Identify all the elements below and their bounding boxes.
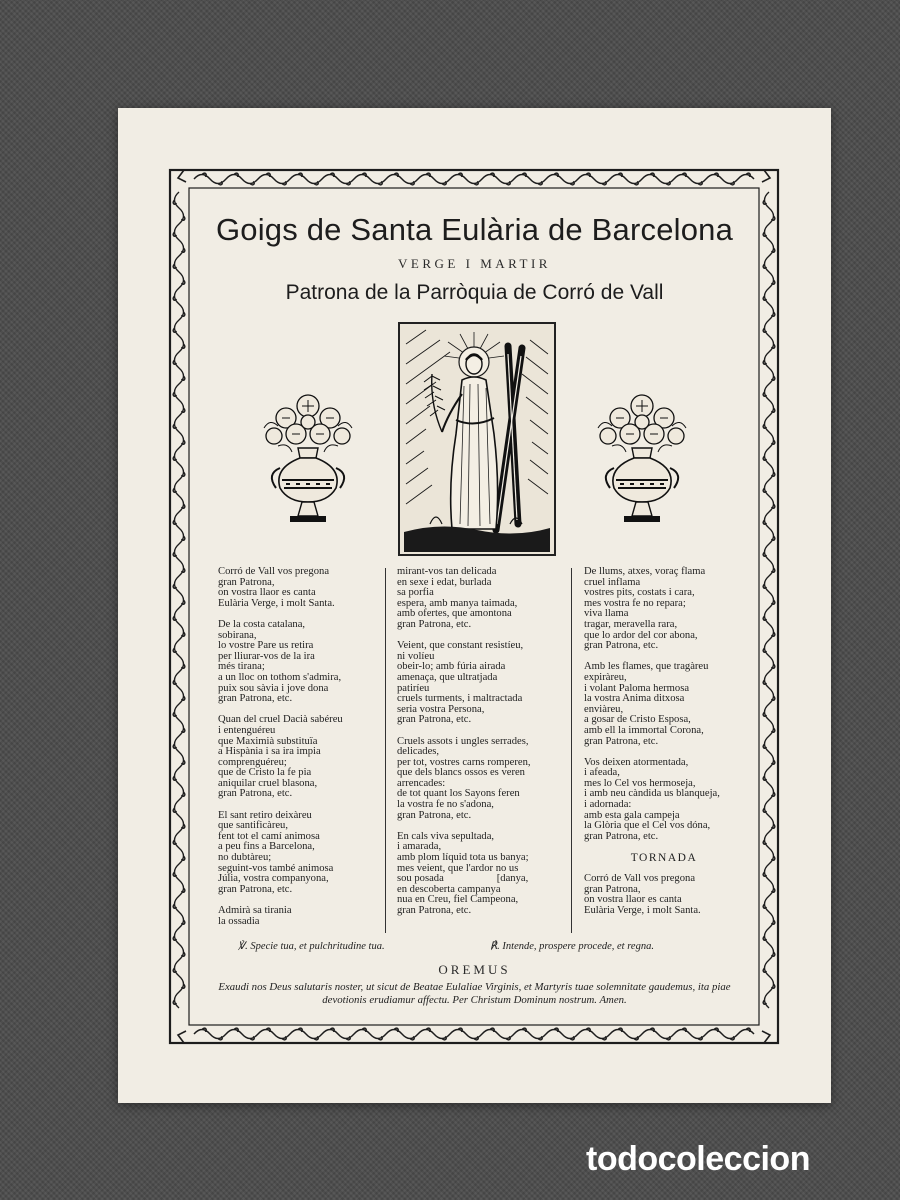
verse-line: per lliurar-vos de la ira <box>218 650 315 662</box>
verse-line: Quan del cruel Dacià sabéreu <box>218 714 343 726</box>
saint-eulalia-woodcut <box>398 322 556 556</box>
verse-line: Corró de Vall vos pregona <box>584 873 696 885</box>
verse-line: en sexe i edat, burlada <box>397 576 492 588</box>
document-subtitle: VERGE I MARTIR <box>398 256 551 271</box>
verse-column-1 <box>218 567 382 927</box>
verse-line: gran Patrona, etc. <box>584 735 659 747</box>
verse-line: Amb les flames, que tragàreu <box>584 661 709 673</box>
verse-line: i volant Paloma hermosa <box>584 682 690 694</box>
verse-line: que de Cristo la fe pia <box>218 767 312 779</box>
verse-line: delicades, <box>397 746 440 758</box>
verse-line: la ossadia <box>218 915 260 927</box>
verse-line: mes vostra fe no repara; <box>584 597 686 609</box>
verse-line: Vos deixen atormentada, <box>584 756 689 768</box>
flower-vase-left <box>258 384 358 530</box>
verse-line: expiràreu, <box>584 671 627 683</box>
verse-line: El sant retiro deixàreu <box>218 809 312 821</box>
verse-line: més tirana; <box>218 661 265 673</box>
verse-line: i amb neu càndida us blanqueja, <box>584 788 720 800</box>
verse-line: sa porfia <box>397 587 434 599</box>
verse-line: mes lo Cel vos hermoseja, <box>584 777 696 789</box>
verse-line: cruels turments, i maltractada <box>397 693 523 705</box>
verse-line: la Glòria que el Cel vos dóna, <box>584 820 711 832</box>
verse-line: gran Patrona, etc. <box>218 788 293 800</box>
verse-line: sobirana, <box>218 629 257 641</box>
verse-line: tragar, meravella rara, <box>584 618 678 630</box>
verse-line: gran Patrona, etc. <box>584 640 659 652</box>
verse-line: a un lloc on tothom s'admira, <box>218 671 342 683</box>
verse-line: obeir-lo; amb fúria airada <box>397 661 506 673</box>
verse-line: mirant-vos tan delicada <box>397 566 497 577</box>
verse-line: gran Patrona, etc. <box>397 714 472 726</box>
column-divider-2 <box>571 568 572 933</box>
response: ℟. Intende, prospere procede, et regna. <box>490 941 654 952</box>
flower-vase-right <box>592 384 692 530</box>
verse-line: gran Patrona, etc. <box>218 693 293 705</box>
verse-line: gran Patrona, etc. <box>397 618 472 630</box>
verse-line: seria vostra Persona, <box>397 703 485 715</box>
verse-line: on vostra llaor es canta <box>584 894 682 906</box>
verse-line: no dubtàreu; <box>218 852 272 864</box>
verse-line: gran Patrona, <box>584 883 641 895</box>
verse-line: en descoberta campanya <box>397 883 501 895</box>
verse-line: i amarada, <box>397 841 442 853</box>
verse-line: i afeada, <box>584 767 620 779</box>
verse-line: lo vostre Pare us retira <box>218 640 314 652</box>
verse-line: De la costa catalana, <box>218 618 306 630</box>
verse-line: gran Patrona, <box>218 576 275 588</box>
verse-line: que santificàreu, <box>218 820 289 832</box>
verse-line: arrencades: <box>397 777 446 789</box>
verse-line: Veient, que constant resistíeu, <box>397 640 524 652</box>
oremus-prayer: Exaudi nos Deus salutaris noster, ut sicut de Beatae Eulaliae Virginis, et Martyris tuae solemnitate gaudemus, ita piae devotionis erudiamur affectu. Per Christum Dominum nostrum. Amen. <box>218 981 731 1006</box>
verse-line: vostres pits, costats i cara, <box>584 587 695 599</box>
verse-line: sou posada [danya, <box>397 873 529 885</box>
verse-line: puix sou sàvia i jove dona <box>218 682 329 694</box>
verse-line: Eulària Verge, i molt Santa. <box>218 597 335 609</box>
goigs-sheet <box>118 108 831 1103</box>
verse-line: de tot quant los Sayons feren <box>397 788 520 800</box>
verse-line: comprenguéreu; <box>218 756 287 768</box>
verse-line: amb plom líquid tota us banya; <box>397 852 529 864</box>
verse-line: patiríeu <box>397 682 430 694</box>
verse-line: on vostra llaor es canta <box>218 587 316 599</box>
verse-line: nua en Creu, fiel Campeona, <box>397 894 519 906</box>
verse-column-2 <box>397 567 569 917</box>
oremus-heading: OREMUS <box>438 962 511 977</box>
watermark-logo: todocoleccion <box>586 1140 810 1178</box>
verse-line: gran Patrona, etc. <box>584 830 659 842</box>
verse-line: Eulària Verge, i molt Santa. <box>584 905 701 916</box>
verse-line: seguint-vos també animosa <box>218 862 334 874</box>
verse-line: Júlia, vostra companyona, <box>218 873 329 885</box>
verse-line: la vostra Anima ditxosa <box>584 693 685 705</box>
verse-line: cruel inflama <box>584 576 641 588</box>
verse-line: Admirà sa tirania <box>218 905 292 916</box>
verse-line: amb esta gala campeja <box>584 809 680 821</box>
verse-line: gran Patrona, etc. <box>397 809 472 821</box>
column-divider-1 <box>385 568 386 933</box>
verse-line: Corró de Vall vos pregona <box>218 566 330 577</box>
verse-line: que Maximià substituïa <box>218 735 318 747</box>
tornada-heading: TORNADA <box>630 852 698 865</box>
verse-line <box>397 726 569 737</box>
verse-column-3 <box>584 567 744 917</box>
verse-line: enviàreu, <box>584 703 624 715</box>
verse-line: que dels blancs ossos es veren <box>397 767 525 779</box>
versicle: ℣. Specie tua, et pulchritudine tua. <box>238 941 385 952</box>
verse-line: amb ell la immortal Corona, <box>584 724 704 736</box>
verse-line: a peu fins a Barcelona, <box>218 841 315 853</box>
verse-line: la vostra fe no s'adona, <box>397 799 494 811</box>
verse-line: a Hispània i sa ira impia <box>218 746 321 758</box>
document-title: Goigs de Santa Eulària de Barcelona <box>215 212 734 247</box>
verse-line: per tot, vostres carns romperen, <box>397 756 531 768</box>
verse-line: i entenguéreu <box>218 724 276 736</box>
verse-line: i adornada: <box>584 799 632 811</box>
verse-line: De llums, atxes, voraç flama <box>584 566 706 577</box>
verse-line: mes veient, que l'ardor no us <box>397 862 519 874</box>
verse-line: En cals viva sepultada, <box>397 830 495 842</box>
verse-line: viva llama <box>584 608 629 620</box>
verse-line: amenaça, que ultratjada <box>397 671 498 683</box>
parish-heading: Patrona de la Parròquia de Corró de Vall <box>285 281 664 304</box>
verse-line: amb ofertes, que amontona <box>397 608 512 620</box>
verse-line: espera, amb manya taimada, <box>397 597 518 609</box>
verse-line: fent tot el camí animosa <box>218 830 320 842</box>
verse-line: a gosar de Cristo Esposa, <box>584 714 691 726</box>
verse-line: que lo ardor del cor abona, <box>584 629 698 641</box>
verse-line: gran Patrona, etc. <box>218 883 293 895</box>
verse-line: ni volíeu <box>397 650 435 662</box>
verse-line: aniquilar cruel blasona, <box>218 777 318 789</box>
verse-line: gran Patrona, etc. <box>397 905 472 916</box>
verse-line: Cruels assots i ungles serrades, <box>397 735 529 747</box>
